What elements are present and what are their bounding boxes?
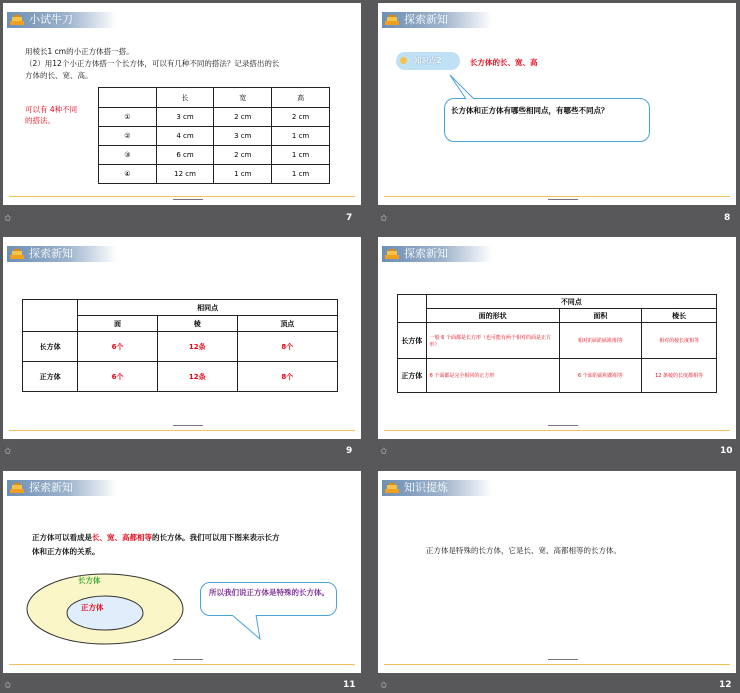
- footer-divider: [9, 664, 355, 665]
- explanation-text: 正方体可以看成是长、宽、高都相等的长方体。我们可以用下图来表示长方 体和正方体的关系。: [32, 533, 280, 556]
- star-icon: ✩: [380, 681, 388, 691]
- footer-divider-thin: [173, 659, 203, 660]
- table-row: 正方体 6个 12条 8个: [23, 362, 338, 392]
- footer-divider: [384, 430, 730, 431]
- dot-icon: [400, 57, 407, 64]
- banner-title: 探索新知: [404, 13, 448, 26]
- banner-title: 探索新知: [404, 247, 448, 260]
- star-icon: ✩: [4, 681, 12, 691]
- slide-9[interactable]: [3, 237, 361, 439]
- relation-diagram: [25, 571, 185, 651]
- slide-number: 7: [346, 213, 353, 223]
- slide-11[interactable]: [3, 471, 361, 673]
- slide-number: 8: [724, 213, 731, 223]
- book-stack-icon: [10, 15, 24, 25]
- slide-number: 10: [720, 446, 733, 456]
- book-stack-icon: [385, 15, 399, 25]
- bubble-tail: [228, 615, 268, 641]
- cube-label: 正方体: [81, 603, 104, 612]
- banner: [7, 12, 117, 28]
- footer-divider: [384, 196, 730, 197]
- book-stack-icon: [385, 249, 399, 259]
- summary-text: 正方体是特殊的长方体，它是长、宽、高都相等的长方体。: [426, 546, 621, 555]
- slide-number: 9: [346, 446, 353, 456]
- star-icon: ✩: [380, 214, 388, 224]
- cuboid-label: 长方体: [78, 576, 101, 585]
- footer-divider-thin: [548, 425, 578, 426]
- banner: [7, 246, 117, 262]
- footer-divider-thin: [173, 425, 203, 426]
- book-stack-icon: [385, 483, 399, 493]
- banner-title: 探索新知: [29, 481, 73, 494]
- footer-divider: [9, 196, 355, 197]
- footer-divider-thin: [173, 199, 203, 200]
- banner-title: 小试牛刀: [29, 13, 73, 26]
- book-stack-icon: [10, 483, 24, 493]
- table-row: 长方体 一般 6 个面都是长方形（也可能有两个相对的面是正方形） 相对的面的面积相等 相对的棱长度相等: [398, 323, 717, 359]
- table-row: ③ 6 cm 2 cm 1 cm: [99, 146, 330, 165]
- slide-7[interactable]: [3, 3, 361, 205]
- banner: [382, 12, 492, 28]
- banner: [382, 480, 492, 496]
- side-note: 可以有 4种不同 的搭法。: [25, 105, 78, 125]
- star-icon: ✩: [380, 447, 388, 457]
- table-row: ① 3 cm 2 cm 2 cm: [99, 108, 330, 127]
- banner: [7, 480, 117, 496]
- slide-12[interactable]: [378, 471, 736, 673]
- banner-title: 知识提炼: [404, 481, 448, 494]
- slide-number: 11: [343, 680, 356, 690]
- arrangement-table: 长 宽 高 ① 3 cm 2 cm 2 cm ② 4 cm 3 cm 1 cm ③ 6 cm 2 cm 1 cm ④ 12 cm 1 cm 1 cm: [98, 87, 330, 184]
- similarity-table: 相同点 面 棱 顶点 长方体 6个 12条 8个 正方体 6个 12条 8个: [22, 299, 338, 392]
- star-icon: ✩: [4, 214, 12, 224]
- question-bubble: 长方体和正方体有哪些相同点，有哪些不同点？: [444, 98, 650, 142]
- table-row: 正方体 6 个面都是完全相同的正方形 6 个面的面积都相等 12 条棱的长度都相等: [398, 359, 717, 393]
- footer-divider: [9, 430, 355, 431]
- difference-table: 不同点 面的形状 面积 棱长 长方体 一般 6 个面都是长方形（也可能有两个相对的面是正方形） 相对的面的面积相等 相对的棱长度相等 正方体 6 个面都是完全相同的正方形 6 个面的面积都相等 12 条棱的长度都相等: [397, 294, 717, 393]
- conclusion-bubble: 所以我们说正方体是特殊的长方体。: [200, 582, 337, 616]
- table-row: ④ 12 cm 1 cm 1 cm: [99, 165, 330, 184]
- banner: [382, 246, 492, 262]
- slide-8[interactable]: [378, 3, 736, 205]
- cube-oval: [67, 596, 143, 630]
- intro-text: 用棱长1 cm的小正方体搭一搭。 （2）用12个小正方体搭一个长方体，可以有几种不同的搭法？记录搭出的长 方体的长、宽、高。: [25, 47, 280, 80]
- star-icon: ✩: [4, 447, 12, 457]
- banner-title: 探索新知: [29, 247, 73, 260]
- slide-10[interactable]: [378, 237, 736, 439]
- bubble-tail: [444, 73, 484, 103]
- footer-divider-thin: [548, 199, 578, 200]
- book-stack-icon: [10, 249, 24, 259]
- point-tag: 知识点2: [396, 52, 460, 70]
- footer-divider: [384, 664, 730, 665]
- point-title: 长方体的长、宽、高: [470, 58, 538, 67]
- table-row: ② 4 cm 3 cm 1 cm: [99, 127, 330, 146]
- slide-number: 12: [719, 680, 732, 690]
- table-row: 长方体 6个 12条 8个: [23, 332, 338, 362]
- footer-divider-thin: [548, 659, 578, 660]
